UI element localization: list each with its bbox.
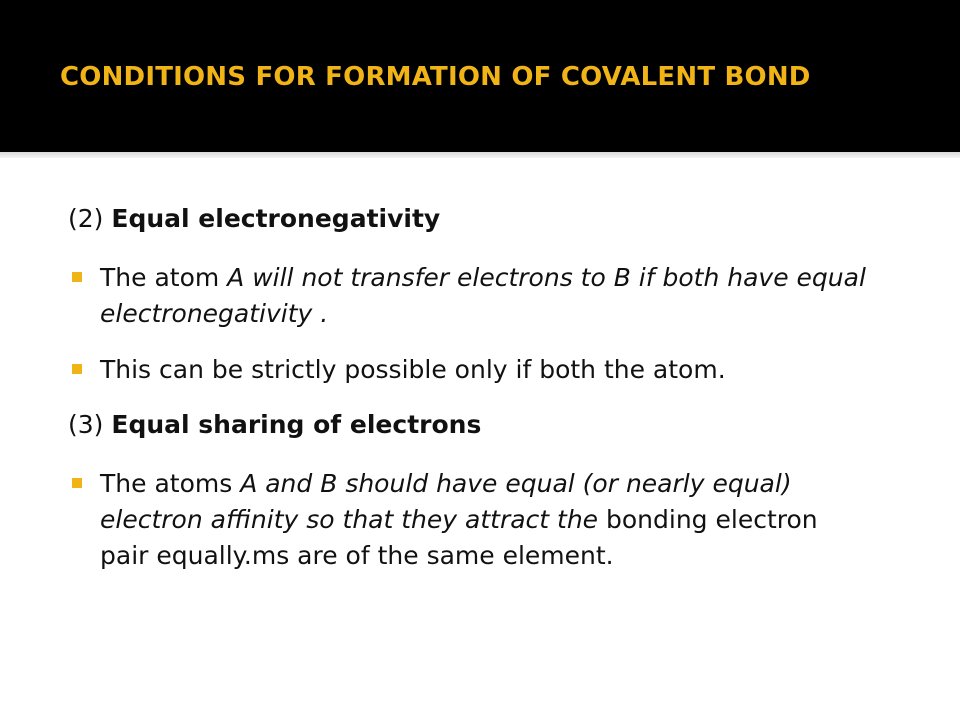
bullet-text: The atoms: [100, 469, 241, 498]
section-title: Equal electronegativity: [111, 204, 441, 233]
slide-body: [68, 202, 868, 594]
slide-header: [0, 0, 960, 152]
bullet-text: The atom: [100, 263, 228, 292]
section-title: Equal sharing of electrons: [111, 410, 482, 439]
bullet-item: [68, 466, 868, 574]
bullet-text-italic: A will not transfer electrons to B if both have equal electronegativity .: [100, 263, 866, 328]
bullet-text: This can be strictly possible only if both the atom.: [100, 355, 726, 384]
square-bullet-icon: [72, 478, 82, 488]
header-divider: [0, 152, 960, 158]
bullet-item: [68, 260, 868, 332]
section-number: (3): [68, 410, 104, 439]
bullet-item: [68, 352, 868, 388]
section-heading: [68, 202, 868, 236]
square-bullet-icon: [72, 364, 82, 374]
square-bullet-icon: [72, 272, 82, 282]
section-heading: [68, 408, 868, 442]
section-number: (2): [68, 204, 104, 233]
slide-title: CONDITIONS FOR FORMATION OF COVALENT BOND: [60, 62, 811, 92]
bullet-text-italic: A and B should have equal (or nearly equal) electron affinity so that they attract the: [100, 469, 792, 534]
bullet-text: bonding electron pair equally.ms are of the same element.: [100, 505, 818, 570]
